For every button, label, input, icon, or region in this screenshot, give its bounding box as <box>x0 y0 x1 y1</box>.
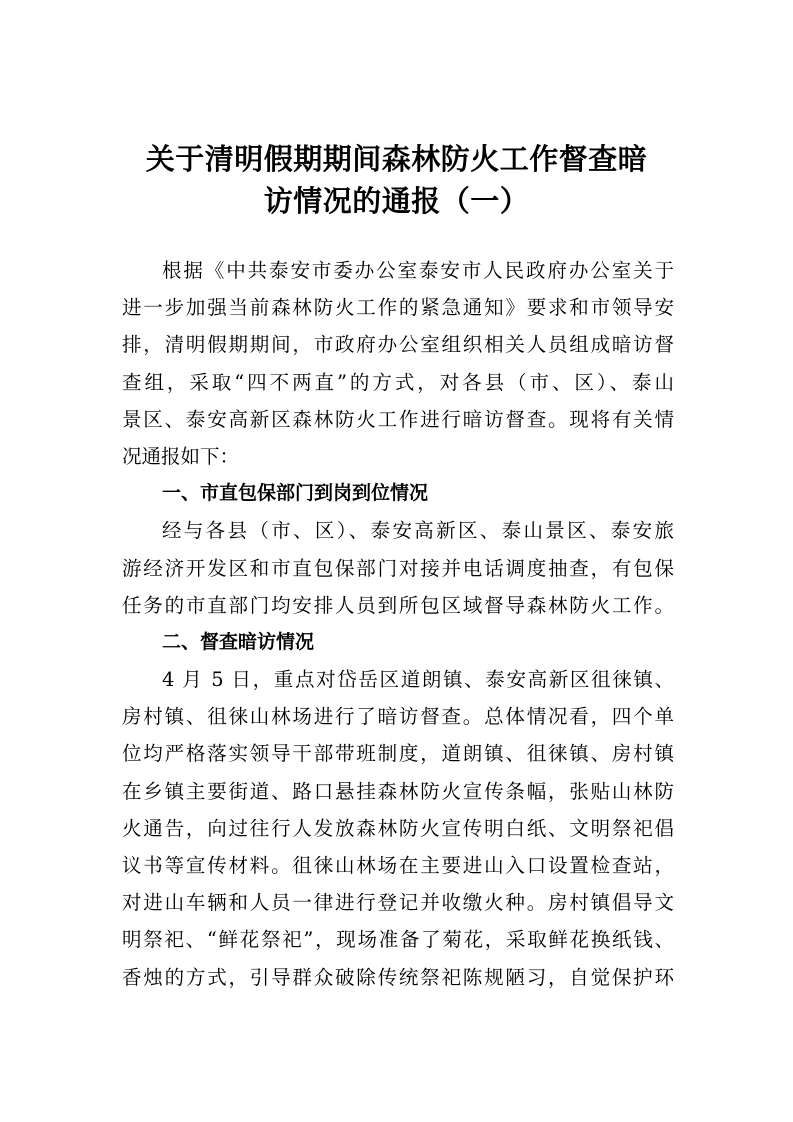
paragraph-line: 香烛的方式，引导群众破除传统祭祀陈规陋习，自觉保护环 <box>122 965 674 989</box>
section-1-paragraph <box>122 512 674 624</box>
section-2-paragraph <box>122 661 674 996</box>
paragraph-line: 在乡镇主要街道、路口悬挂森林防火宣传条幅，张贴山林防 <box>122 779 674 803</box>
paragraph-line: 火通告，向过往行人发放森林防火宣传明白纸、文明祭祀倡 <box>122 816 674 840</box>
paragraph-line: 房村镇、徂徕山林场进行了暗访督查。总体情况看，四个单 <box>122 705 674 729</box>
paragraph-line: 况通报如下： <box>122 444 240 468</box>
intro-paragraph <box>122 252 674 475</box>
paragraph-line: 查组，采取“四不两直”的方式，对各县（市、区）、泰山 <box>122 370 674 394</box>
paragraph-line: 经与各县（市、区）、泰安高新区、泰山景区、泰安旅 <box>162 519 674 543</box>
paragraph-line: 景区、泰安高新区森林防火工作进行暗访督查。现将有关情 <box>122 407 674 431</box>
paragraph-line: 4 月 5 日，重点对岱岳区道朗镇、泰安高新区徂徕镇、 <box>162 668 674 692</box>
document-title <box>100 138 693 222</box>
paragraph-line: 进一步加强当前森林防火工作的紧急通知》要求和市领导安 <box>122 296 674 320</box>
paragraph-line: 根据《中共泰安市委办公室泰安市人民政府办公室关于 <box>162 259 674 282</box>
paragraph-line: 排，清明假期期间，市政府办公室组织相关人员组成暗访督 <box>122 333 674 357</box>
paragraph-line: 明祭祀、“鲜花祭祀”，现场准备了菊花，采取鲜花换纸钱、 <box>122 928 674 952</box>
document-body <box>122 252 674 996</box>
title-line-2: 访情况的通报（一） <box>263 184 530 218</box>
title-line-1: 关于清明假期期间森林防火工作督查暗 <box>145 142 648 176</box>
paragraph-line: 游经济开发区和市直包保部门对接并电话调度抽查，有包保 <box>122 556 674 580</box>
section-heading-1: 一、市直包保部门到岗到位情况 <box>162 482 429 505</box>
paragraph-line: 任务的市直部门均安排人员到所包区域督导森林防火工作。 <box>122 593 674 617</box>
section-heading-2: 二、督查暗访情况 <box>162 630 315 653</box>
paragraph-line: 议书等宣传材料。徂徕山林场在主要进山入口设置检查站， <box>122 854 674 877</box>
paragraph-line: 对进山车辆和人员一律进行登记并收缴火种。房村镇倡导文 <box>122 891 674 915</box>
paragraph-line: 位均严格落实领导干部带班制度，道朗镇、徂徕镇、房村镇 <box>122 742 674 766</box>
